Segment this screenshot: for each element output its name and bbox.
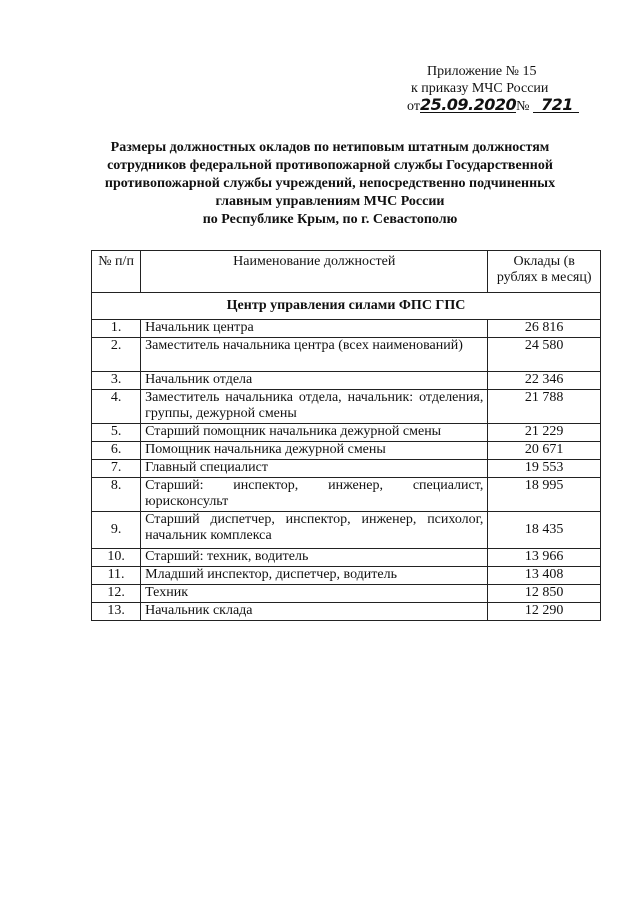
salary-value: 12 290 [488, 603, 601, 621]
appendix-title: Приложение № 15 [427, 64, 537, 79]
position-name: Младший инспектор, диспетчер, водитель [141, 567, 488, 585]
heading-line: главным управлениям МЧС России [215, 194, 445, 209]
salary-value: 19 553 [488, 460, 601, 478]
row-number: 4. [92, 390, 141, 424]
table-header-row [92, 251, 601, 293]
section-title: Центр управления силами ФПС ГПС [92, 293, 601, 320]
table-row [92, 512, 601, 549]
row-number: 12. [92, 585, 141, 603]
position-name: Начальник центра [141, 320, 488, 338]
position-name: Старший помощник начальника дежурной смены [141, 424, 488, 442]
table-row [92, 549, 601, 567]
position-name: Помощник начальника дежурной смены [141, 442, 488, 460]
table-row [92, 372, 601, 390]
row-number: 9. [92, 512, 141, 549]
section-row [92, 293, 601, 320]
salary-value: 20 671 [488, 442, 601, 460]
position-name: Старший диспетчер, инспектор, инженер, психолог, начальник комплекса [141, 512, 488, 549]
position-name: Техник [141, 585, 488, 603]
appendix-block [407, 63, 577, 115]
position-name: Начальник отдела [141, 372, 488, 390]
heading-line: по Республике Крым, по г. Севастополю [202, 212, 458, 227]
salary-value: 18 435 [488, 512, 601, 549]
row-number: 5. [92, 424, 141, 442]
table-row [92, 338, 601, 372]
header-number: № п/п [92, 251, 141, 293]
handwritten-order-number: 721 [533, 97, 579, 113]
table-row [92, 603, 601, 621]
appendix-order-ref: к приказу МЧС России [411, 81, 549, 96]
position-name: Старший: техник, водитель [141, 549, 488, 567]
salary-value: 22 346 [488, 372, 601, 390]
heading-line: противопожарной службы учреждений, непосредственно подчиненных [104, 176, 556, 191]
table-row [92, 585, 601, 603]
salary-value: 21 788 [488, 390, 601, 424]
header-salary: Оклады (в рублях в месяц) [488, 251, 601, 293]
table-row [92, 320, 601, 338]
date-prefix: от [407, 99, 420, 114]
salary-table [91, 250, 601, 621]
table-row [92, 567, 601, 585]
row-number: 10. [92, 549, 141, 567]
table-row [92, 478, 601, 512]
document-heading [90, 139, 570, 229]
salary-value: 24 580 [488, 338, 601, 372]
table-row [92, 390, 601, 424]
salary-value: 12 850 [488, 585, 601, 603]
heading-line: Размеры должностных окладов по нетиповым штатным должностям [110, 140, 550, 155]
row-number: 8. [92, 478, 141, 512]
salary-value: 13 408 [488, 567, 601, 585]
table-row [92, 460, 601, 478]
handwritten-date: 25.09.2020 [419, 95, 517, 114]
position-name: Старший: инспектор, инженер, специалист, юрисконсульт [141, 478, 488, 512]
row-number: 3. [92, 372, 141, 390]
row-number: 2. [92, 338, 141, 372]
row-number: 7. [92, 460, 141, 478]
row-number: 1. [92, 320, 141, 338]
row-number: 6. [92, 442, 141, 460]
position-name: Заместитель начальника отдела, начальник: отделения, группы, дежурной смены [141, 390, 488, 424]
salary-value: 21 229 [488, 424, 601, 442]
table-row [92, 442, 601, 460]
salary-value: 18 995 [488, 478, 601, 512]
position-name: Главный специалист [141, 460, 488, 478]
appendix-date-line [407, 97, 577, 115]
row-number: 11. [92, 567, 141, 585]
salary-value: 13 966 [488, 549, 601, 567]
header-position-name: Наименование должностей [141, 251, 488, 293]
row-number: 13. [92, 603, 141, 621]
position-name: Заместитель начальника центра (всех наименований) [141, 338, 488, 372]
position-name: Начальник склада [141, 603, 488, 621]
salary-value: 26 816 [488, 320, 601, 338]
heading-line: сотрудников федеральной противопожарной службы Государственной [107, 158, 553, 173]
number-prefix: № [516, 99, 530, 114]
table-row [92, 424, 601, 442]
